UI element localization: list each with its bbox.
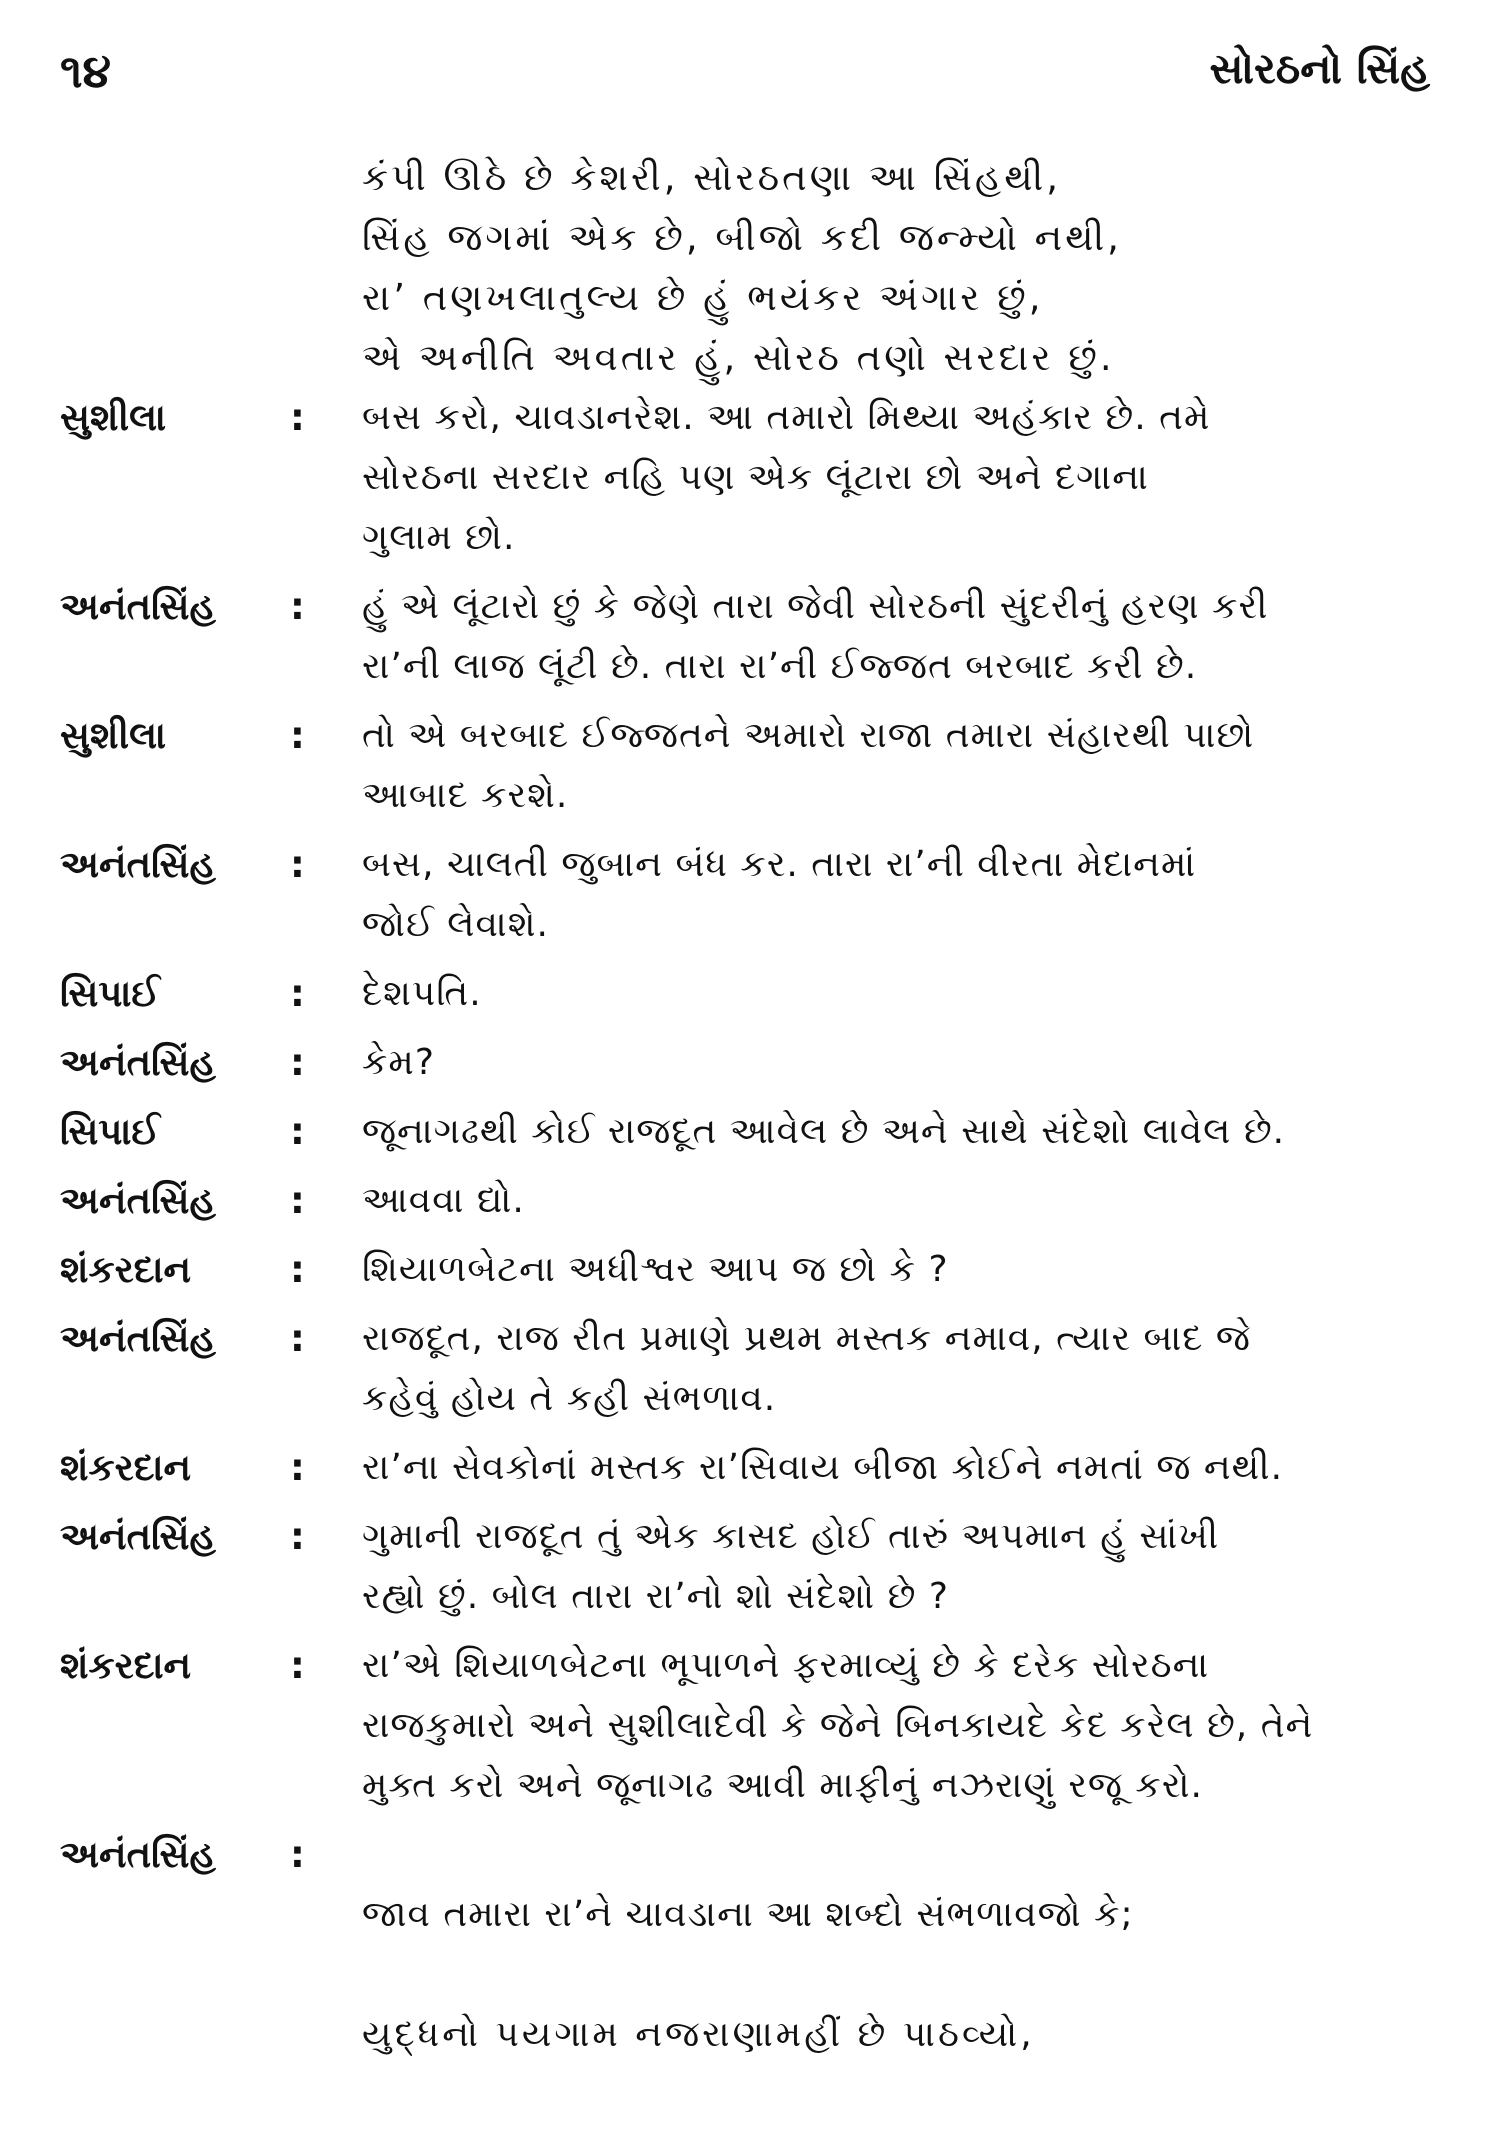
speaker-name: અનંતસિંહ (60, 1041, 216, 1084)
speaker-name: સુશીલા (60, 396, 167, 439)
dialogue-entry (60, 1438, 1440, 1498)
dialogue-entry (60, 1636, 1440, 1816)
speech-text: રાજદૂત, રાજ રીત પ્રમાણે પ્રથમ મસ્તક નમાવ, ત્યાર બાદ જે કહેવું હોય તે કહી સંભળાવ. (362, 1318, 1251, 1419)
verse-line: રા’ તણખલાતુલ્ય છે હું ભયંકર અંગાર છું, (362, 276, 1044, 319)
speaker-name: શંકરદાન (60, 1446, 192, 1489)
page-header (60, 44, 1430, 114)
speaker-name: અનંતસિંહ (60, 843, 216, 886)
speaker-name: સુશીલા (60, 714, 167, 757)
dialogue (60, 388, 1440, 2134)
speaker-separator: : (290, 1179, 305, 1222)
speaker-separator: : (290, 1644, 305, 1687)
speaker-separator: : (290, 1041, 305, 1084)
running-title: સોરઠનો સિંહ (1209, 44, 1430, 93)
speaker-name: અનંતસિંહ (60, 1515, 216, 1558)
speech-text: આવવા દ્યો. (362, 1180, 525, 1221)
page-number: ૧૪ (60, 44, 112, 98)
speaker-separator: : (290, 1248, 305, 1291)
speaker-name: શંકરદાન (60, 1644, 192, 1687)
opening-verse (362, 148, 1422, 388)
speaker-name: શંકરદાન (60, 1248, 192, 1291)
dialogue-entry (60, 1309, 1440, 1429)
closing-verse-line: યુદ્ધનો પયગામ નજરાણામહીં છે પાઠવ્યો, (362, 2014, 1035, 2055)
dialogue-entry (60, 964, 1440, 1024)
dialogue-entry (60, 1102, 1440, 1162)
speaker-separator: : (290, 1515, 305, 1558)
speaker-separator: : (290, 843, 305, 886)
speech-text: બસ, ચાલતી જુબાન બંધ કર. તારા રા’ની વીરતા મેદાનમાં જોઈ લેવાશે. (362, 844, 1197, 945)
speech-text: જૂનાગઢથી કોઈ રાજદૂત આવેલ છે અને સાથે સંદેશો લાવેલ છે. (362, 1111, 1286, 1152)
dialogue-entry (60, 835, 1440, 955)
speech-text: રા’એ શિયાળબેટના ભૂપાળને ફરમાવ્યું છે કે દરેક સોરઠના રાજકુમારો અને સુશીલાદેવી કે જેને બિનકાયદે કેદ કરેલ છે, તેને મુક્ત કરો અને જૂનાગઢ આવી માફીનું નઝરાણું રજૂ કરો. (362, 1645, 1314, 1806)
speech-text: દેશપતિ. (362, 973, 482, 1014)
speech-text: કેમ? (362, 1042, 435, 1083)
speech-text: શિયાળબેટના અધીશ્વર આપ જ છો કે ? (362, 1249, 949, 1290)
dialogue-entry (60, 1825, 1440, 2125)
speaker-separator: : (290, 1317, 305, 1360)
speech-text: રા’ના સેવકોનાં મસ્તક રા’સિવાય બીજા કોઈને નમતાં જ નથી. (362, 1447, 1284, 1488)
speaker-separator: : (290, 585, 305, 628)
dialogue-entry (60, 1171, 1440, 1231)
speaker-separator: : (290, 396, 305, 439)
verse-line: એ અનીતિ અવતાર હું, સોરઠ તણો સરદાર છું. (362, 336, 1115, 379)
speaker-name: સિપાઈ (60, 1110, 160, 1153)
speaker-name: અનંતસિંહ (60, 1179, 216, 1222)
dialogue-entry (60, 706, 1440, 826)
speech-block (362, 1825, 1440, 2125)
speaker-name: અનંતસિંહ (60, 1833, 216, 1876)
dialogue-entry (60, 577, 1440, 697)
speaker-name: સિપાઈ (60, 972, 160, 1015)
speech-text: હું એ લૂંટારો છું કે જેણે તારા જેવી સોરઠની સુંદરીનું હરણ કરી રા’ની લાજ લૂંટી છે. તારા રા’ની ઈજ્જત બરબાદ કરી છે. (362, 586, 1269, 687)
speaker-separator: : (290, 972, 305, 1015)
speaker-name: અનંતસિંહ (60, 1317, 216, 1360)
speaker-separator: : (290, 1446, 305, 1489)
verse-line: કંપી ઊઠે છે કેશરી, સોરઠતણા આ સિંહથી, (362, 156, 1061, 199)
speaker-separator: : (290, 1110, 305, 1153)
speech-text: તો એ બરબાદ ઈજ્જતને અમારો રાજા તમારા સંહારથી પાછો આબાદ કરશે. (362, 715, 1255, 816)
speech-text: બસ કરો, ચાવડાનરેશ. આ તમારો મિથ્યા અહંકાર છે. તમે સોરઠના સરદાર નહિ પણ એક લૂંટારા છો અને દગાના ગુલામ છો. (362, 397, 1211, 558)
speech-text: ગુમાની રાજદૂત તું એક કાસદ હોઈ તારું અપમાન હું સાંખી રહ્યો છું. બોલ તારા રા’નો શો સંદેશો છે ? (362, 1516, 1220, 1617)
speech-text: જાવ તમારા રા’ને ચાવડાના આ શબ્દો સંભળાવજો કે; (362, 1894, 1134, 1935)
dialogue-entry (60, 1240, 1440, 1300)
verse-line: સિંહ જગમાં એક છે, બીજો કદી જન્મ્યો નથી, (362, 216, 1122, 259)
speaker-separator: : (290, 1833, 305, 1876)
dialogue-entry (60, 1033, 1440, 1093)
speaker-name: અનંતસિંહ (60, 585, 216, 628)
dialogue-entry (60, 1507, 1440, 1627)
speaker-separator: : (290, 714, 305, 757)
dialogue-entry (60, 388, 1440, 568)
